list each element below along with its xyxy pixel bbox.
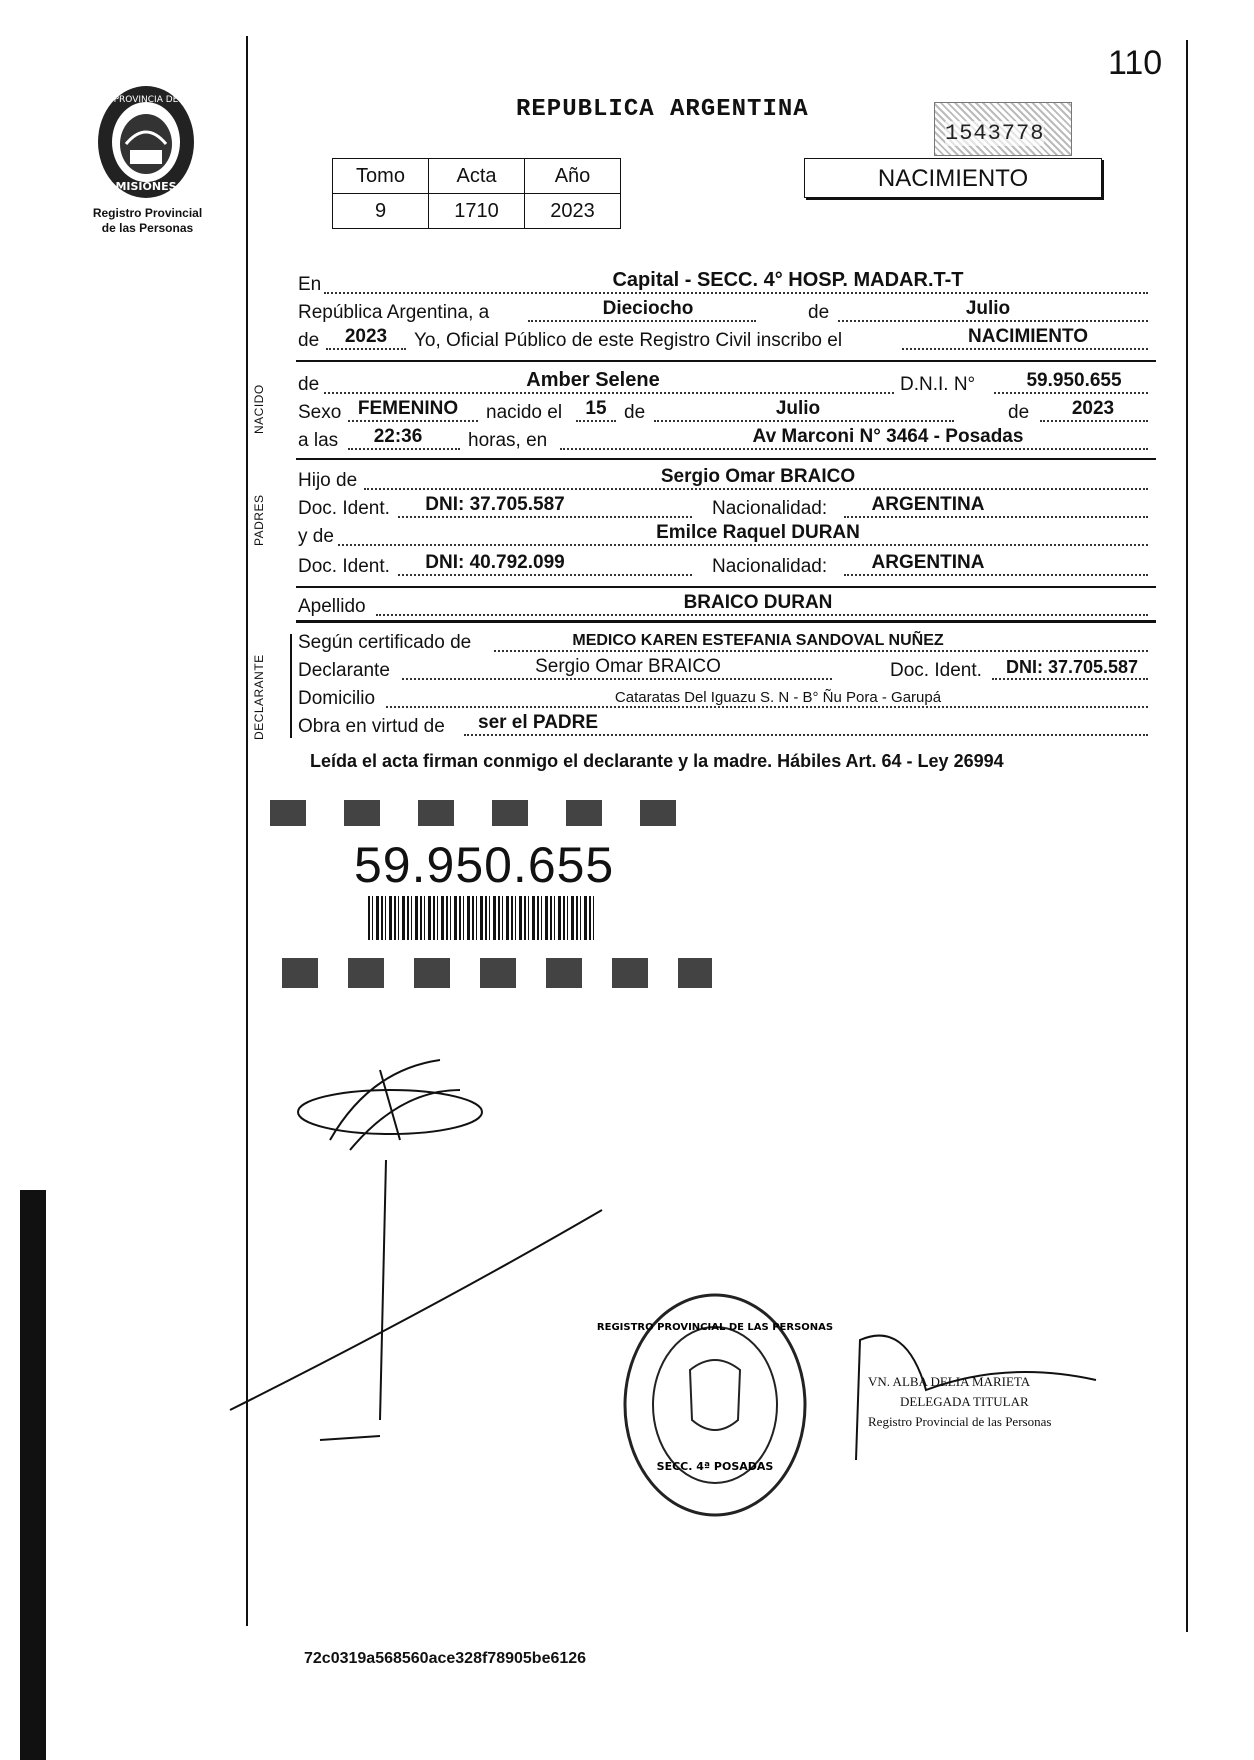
- birth-day: 15: [585, 398, 607, 419]
- barcode: [368, 896, 596, 940]
- anio-value: 2023: [525, 194, 621, 229]
- section-padres-label: PADRES: [252, 494, 266, 546]
- row-apellido: Apellido BRAICO DURAN: [298, 590, 1158, 620]
- row-fecha: República Argentina, a Dieciocho de Julio: [298, 296, 1158, 326]
- tomo-header: Tomo: [333, 159, 429, 194]
- official-stamp-line1: VN. ALBA DELIA MARIETA: [868, 1374, 1031, 1389]
- row-madre-doc: Doc. Ident. DNI: 40.792.099 Nacionalidad: ARGENTINA: [298, 550, 1158, 580]
- row-en: [298, 268, 1158, 298]
- svg-text:MISIONES: MISIONES: [115, 180, 177, 193]
- father-name: Sergio Omar BRAICO: [660, 466, 856, 487]
- document-hash: 72c0319a568560ace328f78905be6126: [304, 1650, 587, 1667]
- registry-table: [332, 158, 621, 229]
- sticker-dni-number: 59.950.655: [354, 837, 615, 893]
- sticker-pattern-bottom: [282, 958, 712, 988]
- child-dni: 59.950.655: [1026, 370, 1122, 391]
- surname-value: BRAICO DURAN: [683, 592, 833, 613]
- father-doc: DNI: 37.705.587: [425, 494, 565, 515]
- section-declarante-label: DECLARANTE: [252, 654, 266, 740]
- svg-text:REGISTRO PROVINCIAL DE LAS PER: REGISTRO PROVINCIAL DE LAS PERSONAS: [596, 1322, 834, 1333]
- row-obra: Obra en virtud de ser el PADRE: [298, 710, 1158, 740]
- right-margin-rule: [1186, 40, 1188, 1632]
- day-value: Dieciocho: [602, 298, 694, 319]
- father-nationality: ARGENTINA: [871, 494, 985, 515]
- declarant-name: Sergio Omar BRAICO: [535, 656, 721, 677]
- row-hora: a las 22:36 horas, en Av Marconi N° 3464 - Posadas: [298, 424, 1158, 454]
- official-seal: [596, 1290, 834, 1520]
- birth-place: Av Marconi N° 3464 - Posadas: [752, 426, 1024, 447]
- signature-declarant: [290, 1050, 490, 1160]
- row-certificado: Según certificado de MEDICO KAREN ESTEFANIA SANDOVAL NUÑEZ: [298, 626, 1158, 656]
- page-number: 110: [1108, 44, 1163, 82]
- province-logo: [90, 80, 202, 202]
- row-declarante: Declarante Sergio Omar BRAICO Doc. Ident. DNI: 37.705.587: [298, 654, 1158, 684]
- event-value: NACIMIENTO: [968, 326, 1088, 347]
- month-value: Julio: [965, 298, 1011, 319]
- declarante-bracket: [290, 634, 292, 738]
- acta-value: 1710: [429, 194, 525, 229]
- svg-text:PROVINCIA DE: PROVINCIA DE: [113, 95, 179, 105]
- dni-sticker: [270, 798, 720, 994]
- scan-edge-bar: [20, 1190, 46, 1760]
- obra-value: ser el PADRE: [478, 712, 599, 733]
- official-stamp-line3: Registro Provincial de las Personas: [868, 1414, 1052, 1429]
- address-value: Cataratas Del Iguazu S. N - B° Ñu Pora - Garupá: [614, 689, 942, 706]
- year-value: 2023: [344, 326, 388, 347]
- acta-header: Acta: [429, 159, 525, 194]
- row-domicilio: Domicilio Cataratas Del Iguazu S. N - B° Ñu Pora - Garupá: [298, 682, 1158, 712]
- official-stamp-line2: DELEGADA TITULAR: [900, 1394, 1029, 1409]
- serial-stamp: 1543778: [934, 102, 1072, 156]
- sticker-pattern-top: [270, 800, 710, 826]
- logo-caption-line2: de las Personas: [101, 221, 194, 235]
- anio-header: Año: [525, 159, 621, 194]
- signature-mother: [230, 1160, 610, 1450]
- birth-year: 2023: [1071, 398, 1115, 419]
- tomo-value: 9: [333, 194, 429, 229]
- mother-nationality: ARGENTINA: [871, 552, 985, 573]
- section-nacido-label: NACIDO: [252, 384, 266, 434]
- logo-caption-line1: Registro Provincial: [92, 206, 203, 220]
- declarant-doc: DNI: 37.705.587: [1005, 657, 1139, 677]
- row-madre: y de Emilce Raquel DURAN: [298, 520, 1158, 550]
- svg-text:SECC. 4ª POSADAS: SECC. 4ª POSADAS: [656, 1460, 774, 1473]
- row-anio: de 2023 Yo, Oficial Público de este Registro Civil inscribo el NACIMIENTO: [298, 324, 1158, 354]
- row-padre: Hijo de Sergio Omar BRAICO: [298, 464, 1158, 494]
- closing-statement: Leída el acta firman conmigo el declarante y la madre. Hábiles Art. 64 - Ley 26994: [310, 751, 1004, 771]
- birth-month: Julio: [775, 398, 821, 419]
- sexo-value: FEMENINO: [357, 398, 459, 419]
- mother-name: Emilce Raquel DURAN: [656, 522, 860, 543]
- row-padre-doc: Doc. Ident. DNI: 37.705.587 Nacionalidad: ARGENTINA: [298, 492, 1158, 522]
- child-name: Amber Selene: [526, 369, 660, 391]
- row-sexo: Sexo FEMENINO nacido el 15 de Julio de 2023: [298, 396, 1158, 426]
- certificate-value: MEDICO KAREN ESTEFANIA SANDOVAL NUÑEZ: [572, 632, 944, 649]
- en-value: Capital - SECC. 4° HOSP. MADAR.T-T: [612, 269, 964, 291]
- record-type-label: NACIMIENTO: [877, 165, 1029, 192]
- en-label: En: [298, 274, 322, 295]
- mother-doc: DNI: 40.792.099: [425, 552, 565, 573]
- row-nombre: de Amber Selene D.N.I. N° 59.950.655: [298, 368, 1158, 398]
- birth-time: 22:36: [373, 426, 423, 447]
- document-title: REPUBLICA ARGENTINA: [516, 96, 809, 123]
- record-type-box: [804, 158, 1102, 198]
